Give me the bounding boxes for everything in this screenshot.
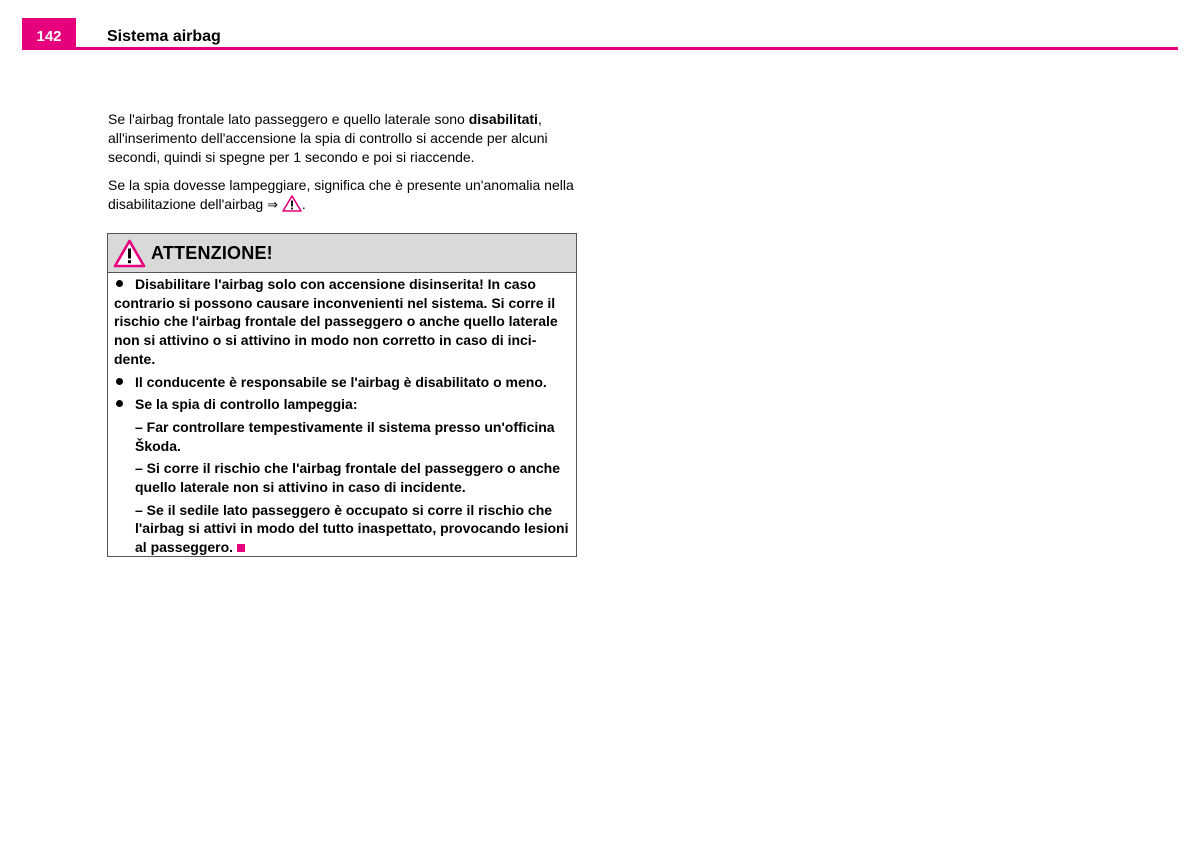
warning-subitem xyxy=(114,501,570,557)
warning-triangle-icon xyxy=(282,195,302,217)
warning-bullet xyxy=(114,275,570,369)
warning-bullet xyxy=(114,395,570,414)
intro-text-1a: Se l'airbag frontale lato passeggero e quello laterale sono xyxy=(108,111,469,127)
intro-paragraph-1 xyxy=(108,110,578,167)
warning-subitem xyxy=(114,459,570,496)
bullet-dot-icon xyxy=(116,400,123,407)
intro-text-1b: , all'inserimento dell'accensione la spia di controllo si accende per alcuni secondi, quindi si spegne per 1 secondo e poi si riaccende. xyxy=(108,111,548,165)
end-square-icon xyxy=(237,544,245,552)
intro-paragraph-2 xyxy=(108,176,578,217)
page-number: 142 xyxy=(22,18,76,48)
bullet-dot-icon xyxy=(116,280,123,287)
reference-arrow: ⇒ xyxy=(267,198,279,213)
warning-subitem xyxy=(114,418,570,455)
intro-text-2-end: . xyxy=(301,196,306,212)
bullet-dot-icon xyxy=(116,378,123,385)
warning-bullet-text: Il conducente è responsabile se l'airbag è disabilitato o meno. xyxy=(135,373,547,390)
warning-bullet-text: Disabilitare l'airbag solo con accensione disinserita! In caso contrario si possono causare inconvenienti nel sistema. Si corre il rischio che l'airbag frontale del passeggero o anche quello laterale non si attivino o si attivino in modo non corretto in caso di inci-dente. xyxy=(114,276,558,367)
warning-header xyxy=(108,234,576,273)
section-title: Sistema airbag xyxy=(107,28,221,45)
warning-triangle-icon xyxy=(113,239,146,273)
intro-text-1-bold: disabilitati xyxy=(468,111,538,127)
warning-bullet-text: Se la spia di controllo lampeggia: xyxy=(135,396,358,413)
warning-subitem-text: – Se il sedile lato passeggero è occupato si corre il rischio che l'airbag si attivi in modo del tutto inaspettato, provocando lesioni al passeggero. xyxy=(135,501,569,556)
warning-subitem-text: – Far controllare tempestivamente il sistema presso un'officina Škoda. xyxy=(135,418,555,454)
warning-subitem-text: – Si corre il rischio che l'airbag frontale del passeggero o anche quello laterale non si attivino in caso di incidente. xyxy=(135,460,561,496)
warning-bullet xyxy=(114,373,570,392)
warning-title: ATTENZIONE! xyxy=(151,243,273,263)
header-divider xyxy=(22,47,1178,50)
warning-body xyxy=(108,273,576,557)
intro-text-2: Se la spia dovesse lampeggiare, significa che è presente un'anomalia nella disabilitazione dell'airbag xyxy=(108,177,574,212)
warning-box xyxy=(107,233,577,557)
